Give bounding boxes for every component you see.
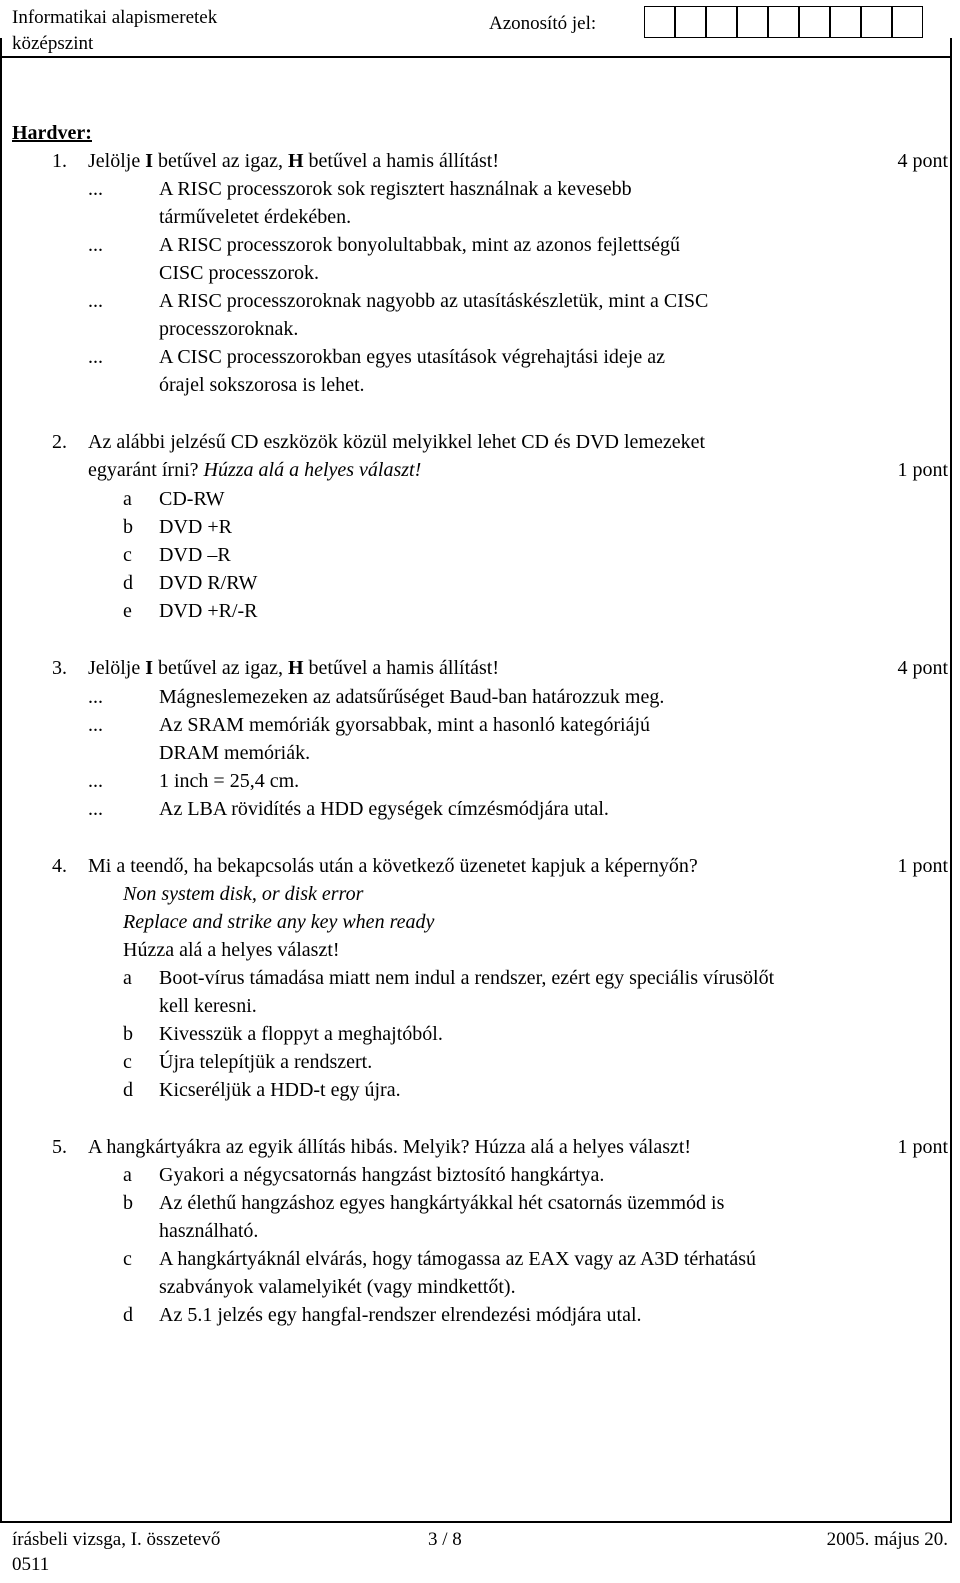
q4-option[interactable]: Újra telepítjük a rendszert. [159,1051,373,1073]
left-border [0,38,2,1523]
q1-item-dots[interactable]: ... [88,346,103,368]
id-box[interactable] [768,6,799,38]
q5-number: 5. [52,1136,67,1158]
q1-prompt: Jelölje I betűvel az igaz, H betűvel a hamis állítást! [88,150,500,172]
q5-option-letter: d [123,1304,133,1326]
q1-item-text: A RISC processzorok bonyolultabbak, mint az azonos fejlettségű [159,234,681,256]
q1-item-text: A RISC processzorok sok regisztert használnak a kevesebb [159,178,632,200]
q4-number: 4. [52,855,67,877]
header-subject: Informatikai alapismeretek [12,7,218,28]
id-box[interactable] [644,6,675,38]
q1-points: 4 pont [897,150,948,172]
q4-message-line1: Non system disk, or disk error [123,883,364,905]
q2-option-letter: b [123,516,133,538]
q1-item-text: CISC processzorok. [159,262,319,284]
q1-item-text: A RISC processzoroknak nagyobb az utasításkészletük, mint a CISC [159,290,709,312]
footer-left: írásbeli vizsga, I. összetevő [12,1529,221,1550]
q3-item-text: Az LBA rövidítés a HDD egységek címzésmódjára utal. [159,798,609,820]
q5-option[interactable]: Az 5.1 jelzés egy hangfal-rendszer elrendezési módjára utal. [159,1304,642,1326]
q4-points: 1 pont [897,855,948,877]
q3-prompt: Jelölje I betűvel az igaz, H betűvel a hamis állítást! [88,657,500,679]
q2-prompt-line1: Az alábbi jelzésű CD eszközök közül melyikkel lehet CD és DVD lemezeket [88,431,706,453]
q2-option-letter: c [123,544,132,566]
q5-option-letter: c [123,1248,132,1270]
q5-option[interactable]: A hangkártyáknál elvárás, hogy támogassa az EAX vagy az A3D térhatású [159,1248,757,1270]
id-box[interactable] [737,6,768,38]
section-title: Hardver: [12,122,92,144]
q4-option[interactable]: Boot-vírus támadása miatt nem indul a rendszer, ezért egy speciális vírusölőt [159,967,775,989]
q1-item-text: A CISC processzorokban egyes utasítások végrehajtási ideje az [159,346,665,368]
right-border [950,38,952,1523]
id-box[interactable] [675,6,706,38]
q2-option[interactable]: CD-RW [159,488,225,510]
q2-option-letter: a [123,488,132,510]
q1-item-text: órajel sokszorosa is lehet. [159,374,365,396]
q4-option-letter: b [123,1023,133,1045]
header-rule [0,56,952,58]
q2-number: 2. [52,431,67,453]
id-label: Azonosító jel: [489,13,597,34]
id-box[interactable] [861,6,892,38]
q5-option[interactable]: Az élethű hangzáshoz egyes hangkártyákkal hét csatornás üzemmód is [159,1192,725,1214]
q4-option-letter: d [123,1079,133,1101]
q4-option-letter: a [123,967,132,989]
q2-option[interactable]: DVD –R [159,544,231,566]
q2-option[interactable]: DVD +R/-R [159,600,258,622]
q5-prompt: A hangkártyákra az egyik állítás hibás. Melyik? Húzza alá a helyes választ! [88,1136,692,1158]
q4-message-line2: Replace and strike any key when ready [123,911,435,933]
q2-prompt-line2: egyaránt írni? Húzza alá a helyes választ! [88,459,422,481]
q5-option[interactable]: használható. [159,1220,259,1242]
id-box[interactable] [830,6,861,38]
q2-points: 1 pont [897,459,948,481]
q3-number: 3. [52,657,67,679]
q4-option[interactable]: kell keresni. [159,995,257,1017]
q5-option-letter: a [123,1164,132,1186]
footer-rule [0,1521,952,1523]
q3-item-text: 1 inch = 25,4 cm. [159,770,300,792]
q2-option[interactable]: DVD +R [159,516,232,538]
q2-option-letter: d [123,572,133,594]
q5-option[interactable]: Gyakori a négycsatornás hangzást biztosító hangkártya. [159,1164,605,1186]
q4-option[interactable]: Kicseréljük a HDD-t egy újra. [159,1079,401,1101]
q4-option-letter: c [123,1051,132,1073]
q3-item-text: DRAM memóriák. [159,742,311,764]
q3-item-text: Mágneslemezeken az adatsűrűséget Baud-ban határozzuk meg. [159,686,665,708]
footer-code: 0511 [12,1554,50,1575]
q1-item-dots[interactable]: ... [88,234,103,256]
id-box[interactable] [892,6,923,38]
q3-item-dots[interactable]: ... [88,770,103,792]
q2-option-letter: e [123,600,132,622]
q3-item-dots[interactable]: ... [88,798,103,820]
q5-option[interactable]: szabványok valamelyikét (vagy mindkettőt). [159,1276,516,1298]
q3-item-dots[interactable]: ... [88,686,103,708]
id-box[interactable] [799,6,830,38]
q4-instruction: Húzza alá a helyes választ! [123,939,340,961]
footer-page: 3 / 8 [428,1529,462,1550]
q4-prompt: Mi a teendő, ha bekapcsolás után a következő üzenetet kapjuk a képernyőn? [88,855,698,877]
q3-item-text: Az SRAM memóriák gyorsabbak, mint a hasonló kategóriájú [159,714,651,736]
q1-item-text: tárműveletet érdekében. [159,206,352,228]
footer-date: 2005. május 20. [826,1529,948,1550]
q4-option[interactable]: Kivesszük a floppyt a meghajtóból. [159,1023,443,1045]
q5-points: 1 pont [897,1136,948,1158]
q1-number: 1. [52,150,67,172]
header-level: középszint [12,33,94,54]
q5-option-letter: b [123,1192,133,1214]
q3-item-dots[interactable]: ... [88,714,103,736]
q2-option[interactable]: DVD R/RW [159,572,258,594]
q1-item-dots[interactable]: ... [88,290,103,312]
id-box[interactable] [706,6,737,38]
q3-points: 4 pont [897,657,948,679]
q1-item-dots[interactable]: ... [88,178,103,200]
q1-item-text: processzoroknak. [159,318,299,340]
